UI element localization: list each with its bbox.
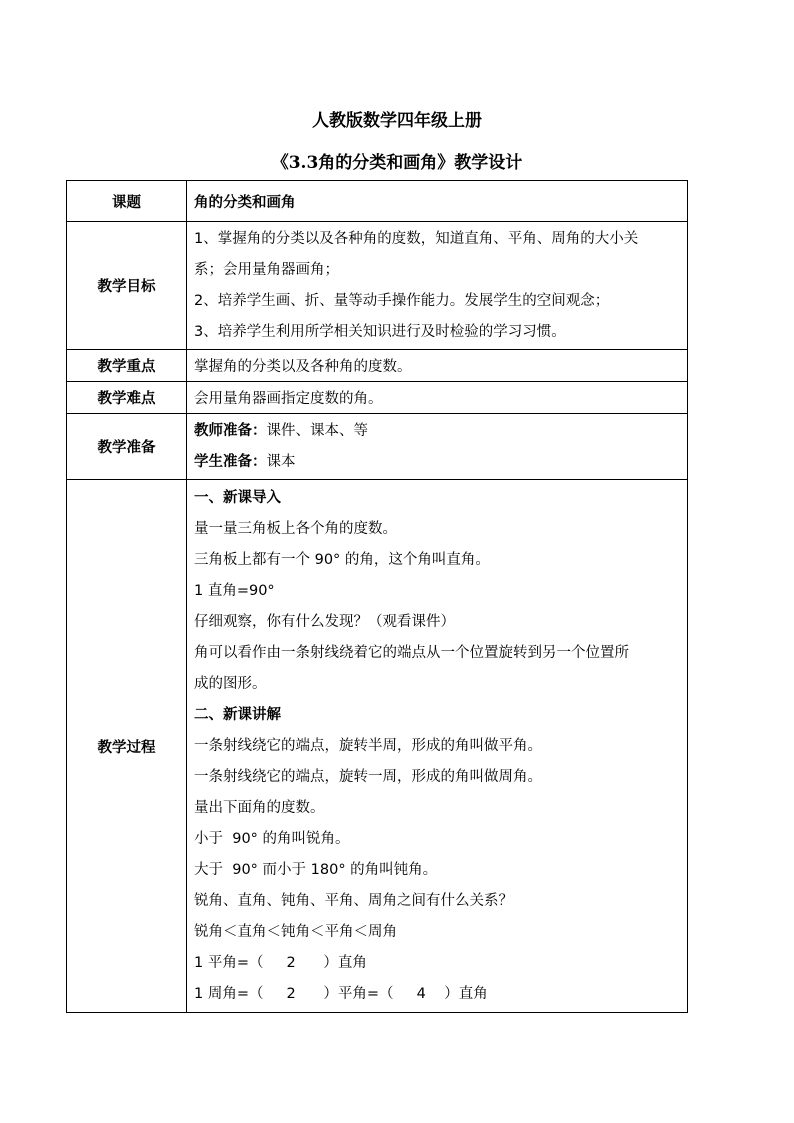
difficulty-label: 教学难点 [67,382,187,414]
process-line: 角可以看作由一条射线绕着它的端点从一个位置旋转到另一个位置所 [194,644,629,661]
process-line: 三角板上都有一个 90° 的角，这个角叫直角。 [194,551,490,568]
teacher-preparation-label: 教师准备： [194,422,267,439]
teacher-preparation-value: 课件、课本、等 [266,422,368,439]
table-row-process [67,480,688,1013]
goals-line: 3、培养学生利用所学相关知识进行及时检验的学习习惯。 [194,323,566,340]
key-point-label: 教学重点 [67,350,187,382]
process-line: 量出下面角的度数。 [194,799,325,816]
teacher-preparation [194,416,681,447]
preparation-content [187,414,688,480]
student-preparation [194,447,681,478]
process-line: 锐角＜直角＜钝角＜平角＜周角 [194,923,397,940]
table-row-topic [67,181,688,222]
process-line: 1 周角=（ 2 ）平角=（ 4 ）直角 [194,985,488,1002]
process-line: 仔细观察，你有什么发现？（观看课件） [194,613,455,630]
table-row-preparation [67,414,688,480]
difficulty-value: 会用量角器画指定度数的角。 [187,382,688,414]
lesson-plan-table [66,180,688,1013]
process-line: 成的图形。 [194,675,267,692]
process-label: 教学过程 [67,480,187,1013]
process-line: 一条射线绕它的端点，旋转一周，形成的角叫做周角。 [194,768,542,785]
key-point-value: 掌握角的分类以及各种角的度数。 [187,350,688,382]
process-content [187,480,688,1013]
process-line: 1 直角=90° [194,582,275,599]
section-heading: 一、新课导入 [194,489,281,506]
table-row-difficulty [67,382,688,414]
document-title: 人教版数学四年级上册 [312,111,482,131]
topic-label: 课题 [67,181,187,222]
student-preparation-value: 课本 [266,453,296,470]
process-line: 量一量三角板上各个角的度数。 [194,520,397,537]
process-line: 1 平角=（ 2 ）直角 [194,954,367,971]
goals-content [187,222,688,350]
process-line: 一条射线绕它的端点，旋转半周，形成的角叫做平角。 [194,737,542,754]
process-line: 大于 90° 而小于 180° 的角叫钝角。 [194,861,438,878]
process-line: 小于 90° 的角叫锐角。 [194,830,350,847]
goals-line: 2、培养学生画、折、量等动手操作能力。发展学生的空间观念； [194,292,610,309]
section-heading: 二、新课讲解 [194,706,281,723]
goals-line: 1、掌握角的分类以及各种角的度数，知道直角、平角、周角的大小关 [194,230,639,247]
table-row-key-point [67,350,688,382]
table-row-goals [67,222,688,350]
goals-label: 教学目标 [67,222,187,350]
process-line: 锐角、直角、钝角、平角、周角之间有什么关系？ [194,892,513,909]
preparation-label: 教学准备 [67,414,187,480]
goals-line: 系；会用量角器画角； [194,261,339,278]
document-subtitle: 《3.3角的分类和画角》教学设计 [271,153,523,173]
topic-value: 角的分类和画角 [187,181,688,222]
student-preparation-label: 学生准备： [194,453,267,470]
